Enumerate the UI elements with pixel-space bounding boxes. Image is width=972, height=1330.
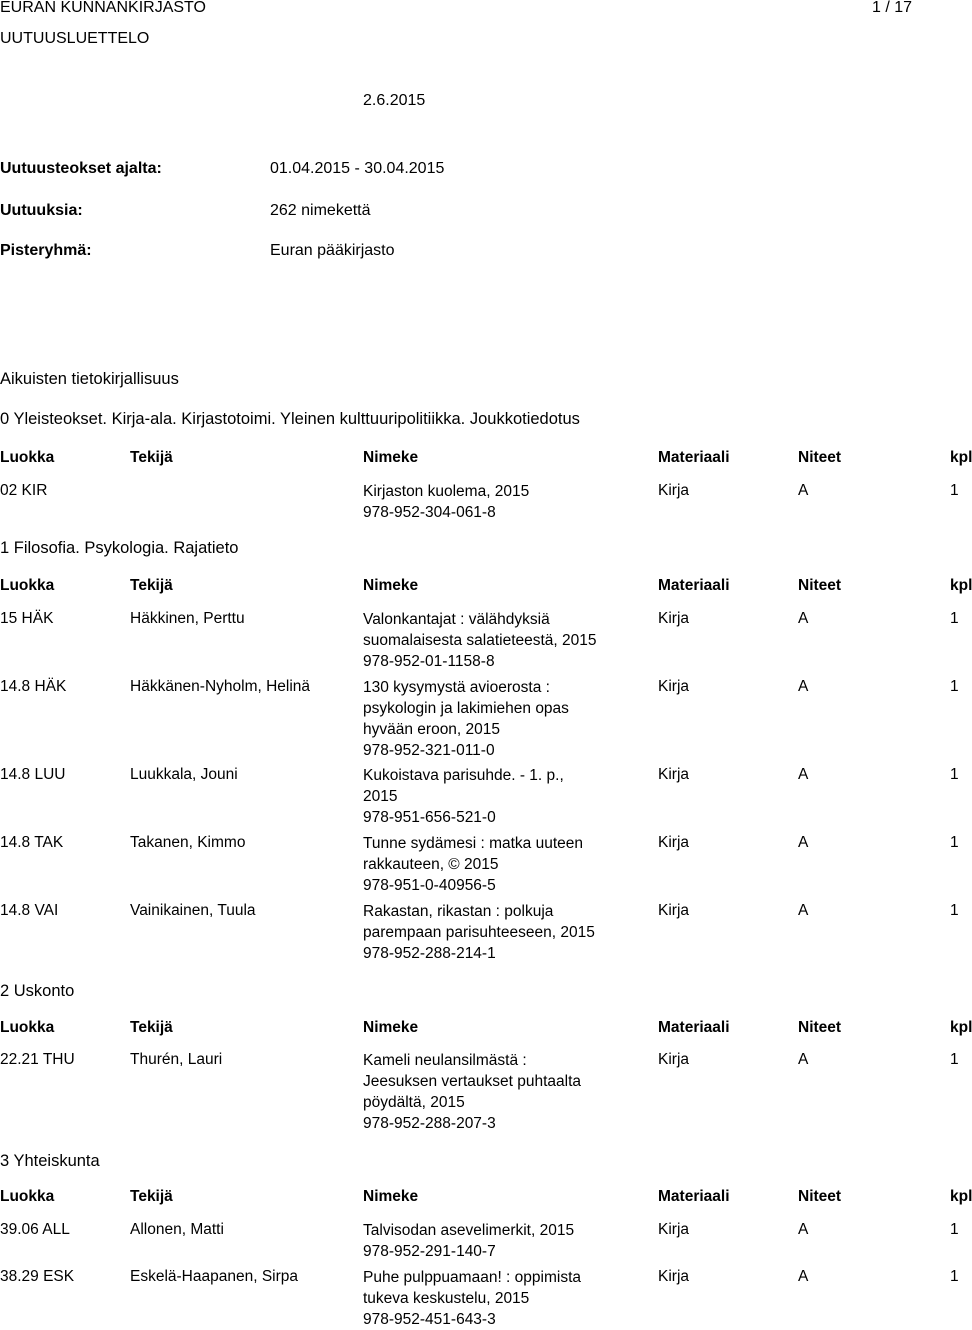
column-header-luokka: Luokka: [0, 1188, 55, 1205]
page-number: 1 / 17: [872, 0, 913, 16]
row-isbn: 978-951-656-521-0: [363, 809, 496, 826]
row-title-line: Tunne sydämesi : matka uuteen: [363, 835, 583, 852]
row-title-line: parempaan parisuhteeseen, 2015: [363, 924, 595, 941]
row-title-line: Jeesuksen vertaukset puhtaalta: [363, 1073, 581, 1090]
row-count: 1: [950, 610, 959, 627]
row-copies: A: [798, 482, 809, 499]
column-header-kpl: kpl: [950, 577, 972, 594]
row-title-line: 2015: [363, 788, 398, 805]
column-header-nimeke: Nimeke: [363, 1188, 419, 1205]
row-material: Kirja: [658, 766, 690, 783]
row-title-line: 130 kysymystä avioerosta :: [363, 679, 550, 696]
row-title-line: Kirjaston kuolema, 2015: [363, 483, 530, 500]
library-name: EURAN KUNNANKIRJASTO: [0, 0, 206, 16]
row-count: 1: [950, 1221, 959, 1238]
row-title: [363, 481, 529, 523]
row-copies: A: [798, 1051, 809, 1068]
row-isbn: 978-952-451-643-3: [363, 1311, 496, 1328]
row-title: [363, 677, 569, 761]
row-title-line: Kukoistava parisuhde. - 1. p.,: [363, 767, 564, 784]
row-count: 1: [950, 482, 959, 499]
row-author: Luukkala, Jouni: [130, 766, 238, 783]
row-class: 22.21 THU: [0, 1051, 75, 1068]
row-author: Takanen, Kimmo: [130, 834, 246, 851]
row-class: 14.8 VAI: [0, 902, 59, 919]
row-class: 14.8 HÄK: [0, 678, 67, 695]
row-title-line: Kameli neulansilmästä :: [363, 1052, 527, 1069]
row-class: 15 HÄK: [0, 610, 54, 627]
row-title-line: Rakastan, rikastan : polkuja: [363, 903, 554, 920]
row-material: Kirja: [658, 834, 690, 851]
row-title: [363, 1220, 574, 1262]
row-material: Kirja: [658, 610, 690, 627]
row-isbn: 978-952-304-061-8: [363, 504, 496, 521]
row-title: [363, 833, 583, 896]
row-count: 1: [950, 834, 959, 851]
row-count: 1: [950, 678, 959, 695]
row-class: 14.8 TAK: [0, 834, 64, 851]
row-author: Häkkänen-Nyholm, Helinä: [130, 678, 311, 695]
row-isbn: 978-952-288-207-3: [363, 1115, 496, 1132]
column-header-tekija: Tekijä: [130, 577, 173, 594]
row-title: [363, 1050, 581, 1134]
row-material: Kirja: [658, 902, 690, 919]
column-header-niteet: Niteet: [798, 577, 842, 594]
column-header-luokka: Luokka: [0, 449, 55, 466]
row-author: Allonen, Matti: [130, 1221, 224, 1238]
group-label: Pisteryhmä:: [0, 242, 92, 259]
row-copies: A: [798, 902, 809, 919]
column-header-niteet: Niteet: [798, 449, 842, 466]
column-header-kpl: kpl: [950, 449, 972, 466]
row-title: [363, 765, 564, 828]
row-author: Eskelä-Haapanen, Sirpa: [130, 1268, 299, 1285]
column-header-luokka: Luokka: [0, 1019, 55, 1036]
row-count: 1: [950, 902, 959, 919]
row-title-line: rakkauteen, © 2015: [363, 856, 499, 873]
column-header-luokka: Luokka: [0, 577, 55, 594]
row-title-line: pöydältä, 2015: [363, 1094, 465, 1111]
row-isbn: 978-952-291-140-7: [363, 1243, 496, 1260]
period-label: Uutuusteokset ajalta:: [0, 160, 162, 177]
section-title: 0 Yleisteokset. Kirja-ala. Kirjastotoimi. Yleinen kulttuuripolitiikka. Joukkotiedotus: [0, 410, 580, 428]
row-copies: A: [798, 1268, 809, 1285]
row-material: Kirja: [658, 1051, 690, 1068]
row-isbn: 978-952-288-214-1: [363, 945, 496, 962]
row-material: Kirja: [658, 1221, 690, 1238]
row-isbn: 978-952-321-011-0: [363, 742, 495, 759]
count-label: Uutuuksia:: [0, 202, 83, 219]
row-copies: A: [798, 766, 809, 783]
list-title: UUTUUSLUETTELO: [0, 30, 150, 47]
section-title: 2 Uskonto: [0, 982, 75, 1000]
row-class: 14.8 LUU: [0, 766, 66, 783]
section-title: 3 Yhteiskunta: [0, 1152, 100, 1170]
row-isbn: 978-951-0-40956-5: [363, 877, 496, 894]
row-title-line: hyvään eroon, 2015: [363, 721, 501, 738]
row-title-line: suomalaisesta salatieteestä, 2015: [363, 632, 597, 649]
column-header-materiaali: Materiaali: [658, 449, 730, 466]
column-header-kpl: kpl: [950, 1188, 972, 1205]
row-title-line: Puhe pulppuamaan! : oppimista: [363, 1269, 582, 1286]
row-copies: A: [798, 678, 809, 695]
column-header-niteet: Niteet: [798, 1019, 842, 1036]
row-title-line: Valonkantajat : välähdyksiä: [363, 611, 550, 628]
column-header-materiaali: Materiaali: [658, 1019, 730, 1036]
column-header-nimeke: Nimeke: [363, 449, 419, 466]
row-author: Häkkinen, Perttu: [130, 610, 245, 627]
column-header-tekija: Tekijä: [130, 1188, 173, 1205]
row-title: [363, 901, 595, 964]
row-class: 39.06 ALL: [0, 1221, 70, 1238]
section-title: 1 Filosofia. Psykologia. Rajatieto: [0, 539, 239, 557]
column-header-kpl: kpl: [950, 1019, 972, 1036]
row-material: Kirja: [658, 1268, 690, 1285]
column-header-materiaali: Materiaali: [658, 577, 730, 594]
row-material: Kirja: [658, 482, 690, 499]
count-value: 262 nimekettä: [270, 202, 371, 219]
row-title-line: Talvisodan asevelimerkit, 2015: [363, 1222, 575, 1239]
column-header-nimeke: Nimeke: [363, 1019, 419, 1036]
collection-title: Aikuisten tietokirjallisuus: [0, 370, 179, 388]
report-date: 2.6.2015: [363, 92, 426, 109]
row-count: 1: [950, 1051, 959, 1068]
row-count: 1: [950, 1268, 959, 1285]
row-author: Thurén, Lauri: [130, 1051, 223, 1068]
row-copies: A: [798, 610, 809, 627]
row-title: [363, 609, 597, 672]
row-material: Kirja: [658, 678, 690, 695]
row-class: 02 KIR: [0, 482, 48, 499]
row-isbn: 978-952-01-1158-8: [363, 653, 495, 670]
row-count: 1: [950, 766, 959, 783]
row-title-line: tukeva keskustelu, 2015: [363, 1290, 530, 1307]
group-value: Euran pääkirjasto: [270, 242, 395, 259]
column-header-materiaali: Materiaali: [658, 1188, 730, 1205]
column-header-tekija: Tekijä: [130, 449, 173, 466]
row-copies: A: [798, 1221, 809, 1238]
column-header-tekija: Tekijä: [130, 1019, 173, 1036]
row-author: Vainikainen, Tuula: [130, 902, 256, 919]
row-title: [363, 1267, 581, 1330]
column-header-nimeke: Nimeke: [363, 577, 419, 594]
period-value: 01.04.2015 - 30.04.2015: [270, 160, 445, 177]
row-title-line: psykologin ja lakimiehen opas: [363, 700, 569, 717]
row-class: 38.29 ESK: [0, 1268, 75, 1285]
column-header-niteet: Niteet: [798, 1188, 842, 1205]
row-copies: A: [798, 834, 809, 851]
